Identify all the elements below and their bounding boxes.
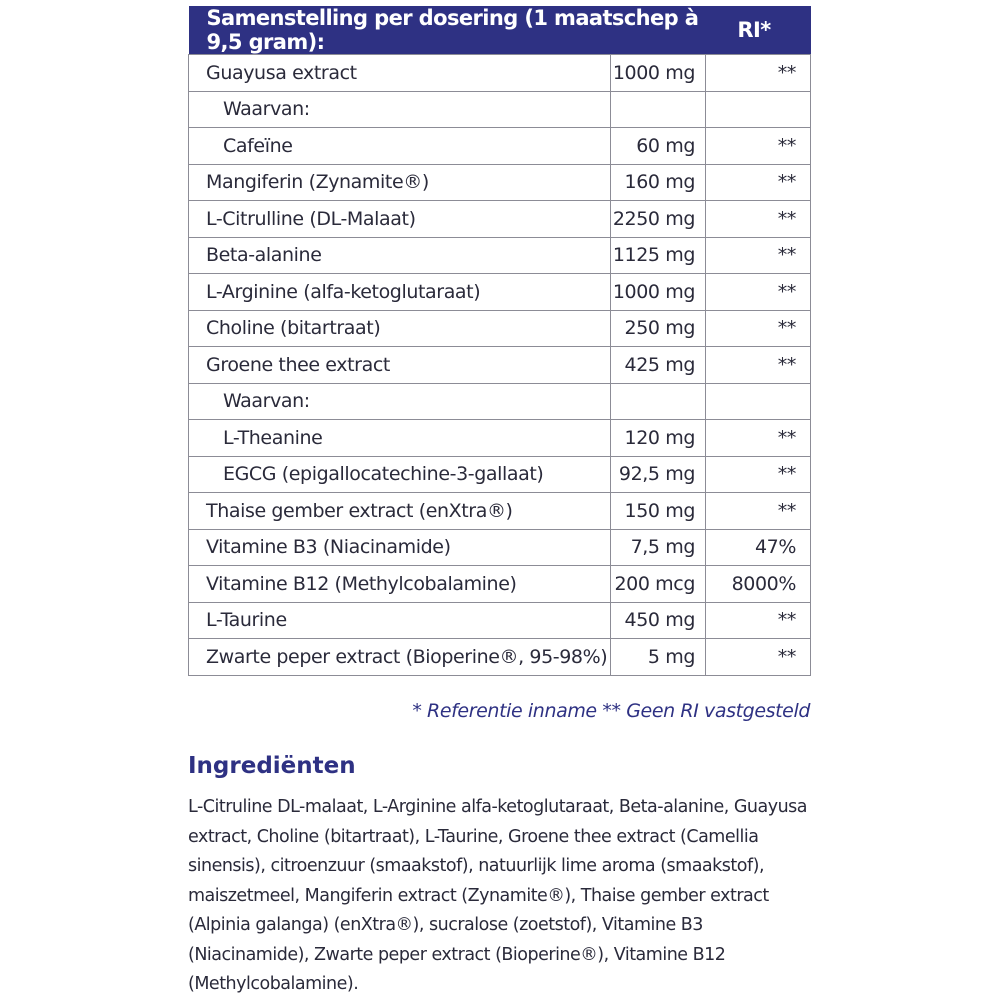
table-body xyxy=(189,55,811,676)
ingredient-amount xyxy=(611,91,706,128)
ingredient-ri: ** xyxy=(706,420,811,457)
ingredient-name: Thaise gember extract (enXtra®) xyxy=(189,493,611,530)
ingredient-ri: ** xyxy=(706,639,811,676)
ingredient-amount: 150 mg xyxy=(611,493,706,530)
table-row xyxy=(189,639,811,676)
table-row xyxy=(189,529,811,566)
footnote: * Referentie inname ** Geen RI vastgesteld xyxy=(412,700,810,722)
ingredient-name: L-Citrulline (DL-Malaat) xyxy=(189,201,611,238)
ingredient-ri: ** xyxy=(706,201,811,238)
ingredient-name: L-Theanine xyxy=(189,420,611,457)
table-row xyxy=(189,310,811,347)
table-row xyxy=(189,602,811,639)
table-row xyxy=(189,164,811,201)
table-row xyxy=(189,420,811,457)
ingredient-ri: 47% xyxy=(706,529,811,566)
ingredient-amount: 120 mg xyxy=(611,420,706,457)
ingredient-name: Vitamine B12 (Methylcobalamine) xyxy=(189,566,611,603)
ingredient-ri: ** xyxy=(706,274,811,311)
table-row xyxy=(189,237,811,274)
ingredient-name: Choline (bitartraat) xyxy=(189,310,611,347)
ingredient-name: Beta-alanine xyxy=(189,237,611,274)
ingredients-title: Ingrediënten xyxy=(188,753,356,779)
table-row xyxy=(189,201,811,238)
ingredient-amount: 5 mg xyxy=(611,639,706,676)
table-row xyxy=(189,55,811,92)
table-row xyxy=(189,456,811,493)
ingredient-ri: 8000% xyxy=(706,566,811,603)
ingredient-amount xyxy=(611,383,706,420)
ingredient-ri: ** xyxy=(706,237,811,274)
nutrition-table xyxy=(188,6,811,676)
ingredients-text: L-Citruline DL-malaat, L-Arginine alfa-ketoglutaraat, Beta-alanine, Guayusa extract, Choline (bitartraat), L-Taurine, Groene thee extract (Camellia sinensis), citroenzuur (smaakstof), natuurlijk lime aroma (smaakstof), maiszetmeel, Mangiferin extract (Zynamite®), Thaise gember extract (Alpinia galanga) (enXtra®), sucralose (zoetstof), Vitamine B3 (Niacinamide), Zwarte peper extract (Bioperine®), Vitamine B12 (Methylcobalamine). xyxy=(188,797,807,994)
ingredient-amount: 2250 mg xyxy=(611,201,706,238)
table-header-title: Samenstelling per dosering (1 maatschep à 9,5 gram): xyxy=(189,6,706,55)
table-header-ri: RI* xyxy=(706,6,811,55)
ingredient-name: Zwarte peper extract (Bioperine®, 95-98%) xyxy=(189,639,611,676)
ingredient-amount: 200 mcg xyxy=(611,566,706,603)
ingredient-name: L-Arginine (alfa-ketoglutaraat) xyxy=(189,274,611,311)
ingredient-name: Mangiferin (Zynamite®) xyxy=(189,164,611,201)
ingredient-name: L-Taurine xyxy=(189,602,611,639)
table-row xyxy=(189,493,811,530)
table-row xyxy=(189,383,811,420)
ingredient-ri: ** xyxy=(706,128,811,165)
ingredient-name: Waarvan: xyxy=(189,91,611,128)
ingredient-ri: ** xyxy=(706,602,811,639)
ingredient-ri: ** xyxy=(706,55,811,92)
ingredient-name: Vitamine B3 (Niacinamide) xyxy=(189,529,611,566)
ingredient-ri: ** xyxy=(706,493,811,530)
ingredient-name: Cafeïne xyxy=(189,128,611,165)
ingredient-amount: 450 mg xyxy=(611,602,706,639)
ingredient-ri: ** xyxy=(706,456,811,493)
table-row xyxy=(189,274,811,311)
table-row xyxy=(189,566,811,603)
ingredient-amount: 425 mg xyxy=(611,347,706,384)
ingredient-ri: ** xyxy=(706,347,811,384)
ingredient-amount: 60 mg xyxy=(611,128,706,165)
ingredient-amount: 1000 mg xyxy=(611,274,706,311)
ingredient-amount: 92,5 mg xyxy=(611,456,706,493)
ingredient-amount: 1000 mg xyxy=(611,55,706,92)
table-row xyxy=(189,91,811,128)
ingredient-name: Guayusa extract xyxy=(189,55,611,92)
ingredient-amount: 7,5 mg xyxy=(611,529,706,566)
ingredient-ri: ** xyxy=(706,310,811,347)
nutrition-table-container xyxy=(188,6,810,676)
table-row xyxy=(189,128,811,165)
table-header-row xyxy=(189,6,811,55)
ingredient-amount: 250 mg xyxy=(611,310,706,347)
ingredient-name: Waarvan: xyxy=(189,383,611,420)
ingredient-amount: 160 mg xyxy=(611,164,706,201)
ingredient-name: EGCG (epigallocatechine-3-gallaat) xyxy=(189,456,611,493)
ingredient-amount: 1125 mg xyxy=(611,237,706,274)
ingredient-ri xyxy=(706,383,811,420)
ingredient-name: Groene thee extract xyxy=(189,347,611,384)
table-row xyxy=(189,347,811,384)
ingredient-ri xyxy=(706,91,811,128)
ingredient-ri: ** xyxy=(706,164,811,201)
